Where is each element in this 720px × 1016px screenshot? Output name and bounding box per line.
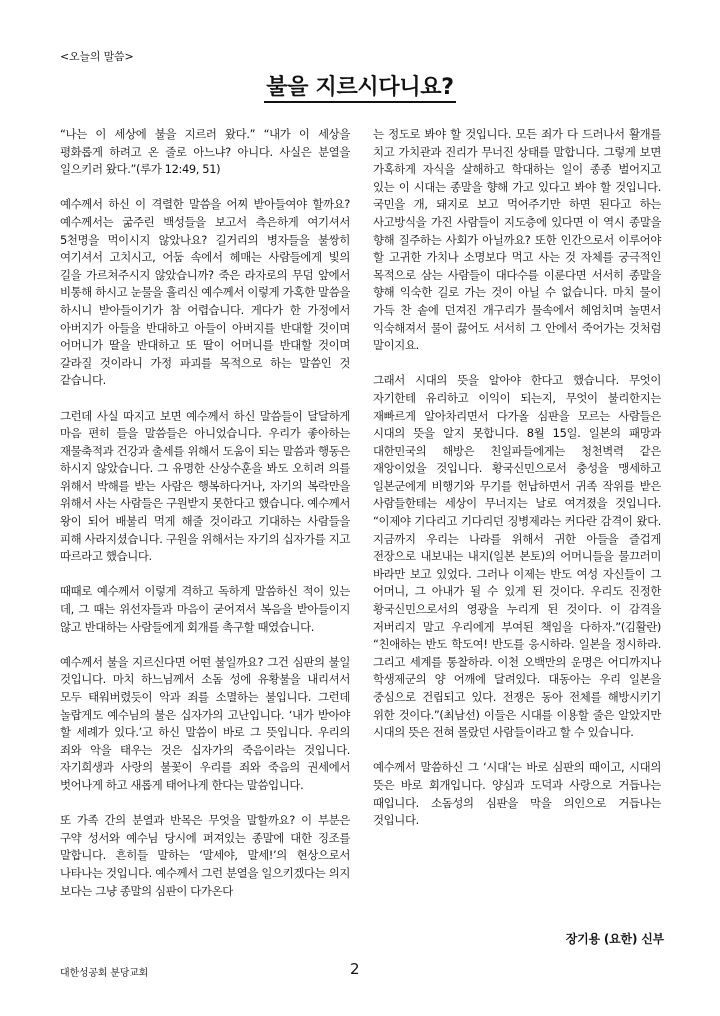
paragraph: 예수께서 불을 지르신다면 어떤 불일까요? 그건 심판의 불일 것입니다. 마치 하느님께서 소돔 성에 유황불을 내리셔서 모두 태워버렸듯이 악과 죄를 소멸하는 불입니다. 그런데 놀랍게도 예수님의 불은 십자가의 고난입니다. ‘내가 받아야 할 세례가 있다.’고 하신 말씀이 바로 그 뜻입니다. 우리의 죄와 악을 태우는 것은 십자가의 죽음이라는 것입니다. 자기희생과 사랑의 불꽃이 우리를 죄와 죽음의 권세에서 벗어나게 하고 새롭게 태어나게 한다는 말씀입니다. <box>60 654 350 792</box>
footer-church-name: 대한성공회 분당교회 <box>60 968 149 979</box>
page-title-text: 불을 지르시다니요? <box>264 75 455 103</box>
paragraph: 는 정도로 봐야 할 것입니다. 모든 죄가 다 드러나서 활개를 치고 가치관과 진리가 무너진 상태를 말합니다. 그렇게 보면 가혹하게 자식을 살해하고 학대하는 일이 종종 벌어지고 있는 이 시대는 종말을 향해 가고 있다고 봐야 할 것입니다. 국민을 개, 돼지로 보고 먹어주기만 하면 된다고 하는 사고방식을 가진 사람들이 지도층에 있다면 이 역시 종말을 향해 질주하는 사회가 아닐까요? 또한 인간으로서 이루어야 할 고귀한 가치나 소명보다 먹고 사는 것 자체를 궁극적인 목적으로 삼는 사람들이 대다수를 이룬다면 서서히 종말을 향해 익숙한 길로 가는 것이 아닐 수 없습니다. 마치 물이 가득 찬 솥에 던져진 개구리가 물속에서 헤엄치며 놀면서 익숙해져서 물이 끓어도 서서히 그 안에서 죽어가는 것처럼 말이지요. <box>373 127 661 353</box>
paragraph: 예수께서 하신 이 격렬한 말씀을 어찌 받아들여야 할까요? 예수께서는 굶주린 백성들을 보고서 측은하게 여기셔서 5천명을 먹이시지 않았나요? 길거리의 병자들을 불쌍히 여기셔서 고치시고, 어둠 속에서 헤매는 사람들에게 빛의 길을 가르쳐주시지 않았습니까? 죽은 라자로의 무덤 앞에서 비통해 하시고 눈물을 흘리신 예수께서 이렇게 가혹한 말씀을 하시니 받아들이기가 참 어렵습니다. 게다가 한 가정에서 아버지가 아들을 반대하고 아들이 아버지를 반대할 것이며 어머니가 딸을 반대하고 또 딸이 어머니를 반대할 것이며 갈라질 것이라니 가정 파괴를 목적으로 하는 말씀인 것 같습니다. <box>60 197 350 388</box>
page-number: 2 <box>350 960 360 978</box>
paragraph: 그런데 사실 따지고 보면 예수께서 하신 말씀들이 달달하게 마음 편히 들을 말씀들은 아니었습니다. 우리가 좋아하는 재물축적과 건강과 출세를 위해서 도움이 되는 말씀과 행동은 하시지 않았습니다. 그 유명한 산상수훈을 봐도 오히려 의를 위해서 박해를 받는 사람은 행복하다거나, 자기의 복락만을 위해서 사는 사람들은 구원받지 못한다고 했습니다. 예수께서 왕이 되어 배불리 먹게 해줄 것이라고 기대하는 사람들을 피해 사라지셨습니다. 구원을 위해서는 자기의 십자가를 지고 따르라고 했습니다. <box>60 408 350 564</box>
page-title <box>0 70 720 101</box>
section-tag: <오늘의 말씀> <box>60 50 134 63</box>
right-column <box>373 126 661 847</box>
left-column <box>60 126 350 918</box>
paragraph: 그래서 시대의 뜻을 알아야 한다고 했습니다. 무엇이 자기한테 유리하고 이익이 되는지, 무엇이 불리한지는 재빠르게 알아차리면서 다가올 심판을 모르는 사람들은 시대의 뜻을 알지 못합니다. 8월 15일. 일본의 패망과 대한민국의 해방은 친일파들에게는 청천벽력 같은 재앙이었을 것입니다. 황국신민으로서 충성을 맹세하고 일본군에게 비행기와 무기를 헌납하면서 귀족 작위를 받은 사람들한테는 세상이 무너지는 날로 여겨졌을 것입니다. “이제야 기다리고 기다리던 징병제라는 커다란 감격이 왔다. 지금까지 우리는 나라를 위해서 귀한 아들을 즐겁게 전장으로 내보내는 내지(일본 본토)의 어머니들을 물끄러미 바라만 보고 있었다. 그러나 이제는 반도 여성 자신들이 그 어머니, 그 아내가 될 수 있게 된 것이다. 우리도 진정한 황국신민으로서의 영광을 누리게 된 것이다. 이 감격을 저버리지 말고 우리에게 부여된 책임을 다하자.”(김활란) “친애하는 반도 학도여! 반도를 응시하라. 일본을 정시하라. 그리고 세계를 통찰하라. 이천 오백만의 운명은 어디까지나 학생제군의 양 어깨에 달려있다. 대동아는 우리 일본을 중심으로 건립되고 있다. 전쟁은 동아 전체를 해방시키기 위한 것이다.”(최남선) 이들은 시대를 이용할 줄은 알았지만 시대의 뜻은 전혀 몰랐던 사람들이라고 할 수 있습니다. <box>373 373 661 740</box>
paragraph: 때때로 예수께서 이렇게 격하고 독하게 말씀하신 적이 있는 데, 그 때는 위선자들과 마음이 굳어져서 복음을 받아들이지 않고 반대하는 사람들에게 회개를 촉구할 때였습니다. <box>60 584 350 634</box>
paragraph: 또 가족 간의 분열과 반목은 무엇을 말할까요? 이 부분은 구약 성서와 예수님 당시에 퍼져있는 종말에 대한 징조를 말합니다. 흔히들 말하는 ‘말세야, 말세!’의 현상으로서 나타나는 것입니다. 예수께서 그런 분열을 일으키겠다는 의지 보다는 그냥 종말의 심판이 다가온다 <box>60 813 350 898</box>
paragraph: “나는 이 세상에 불을 지르러 왔다.” “내가 이 세상을 평화롭게 하려고 온 줄로 아느냐? 아니다. 사실은 분열을 일으키러 왔다.”(루가 12:49, 51) <box>60 127 350 177</box>
paragraph: 예수께서 말씀하신 그 ‘시대’는 바로 심판의 때이고, 시대의 뜻은 바로 회개입니다. 양심과 도덕과 사랑으로 거듭나는 때입니다. 소돔성의 심판을 막을 의인으로 거듭나는 것입니다. <box>373 760 661 828</box>
author-signature: 장기용 (요한) 신부 <box>565 932 664 946</box>
